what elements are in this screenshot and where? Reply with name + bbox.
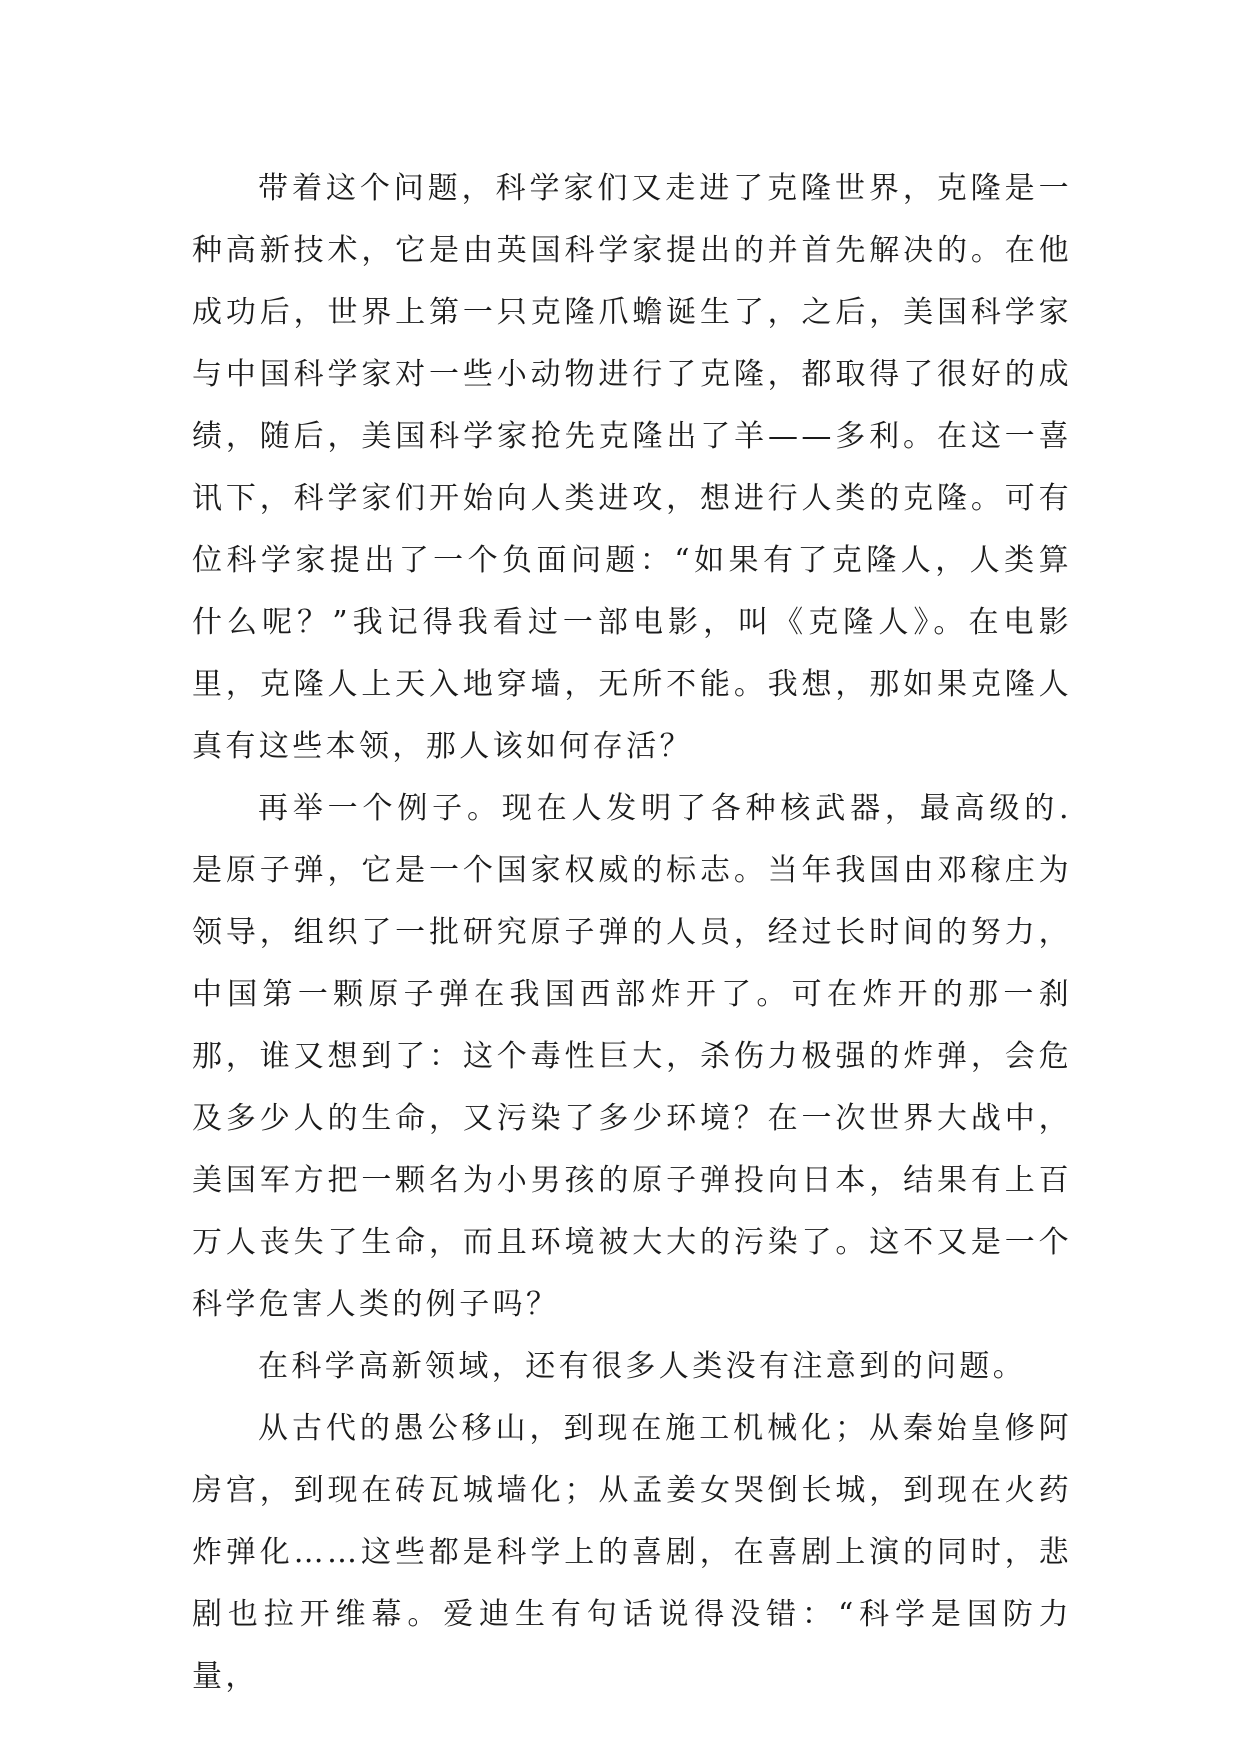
paragraph-cloning: 带着这个问题，科学家们又走进了克隆世界，克隆是一种高新技术，它是由英国科学家提出的并首先解决的。在他成功后，世界上第一只克隆爪蟾诞生了，之后，美国科学家与中国科学家对一些小动物进行了克隆，都取得了很好的成绩，随后，美国科学家抢先克隆出了羊——多利。在这一喜讯下，科学家们开始向人类进攻，想进行人类的克隆。可有位科学家提出了一个负面问题：“如果有了克隆人，人类算什么呢？”我记得我看过一部电影，叫《克隆人》。在电影里，克隆人上天入地穿墙，无所不能。我想，那如果克隆人真有这些本领，那人该如何存活？ [192, 171, 1072, 764]
body-text [192, 158, 1072, 1708]
paragraph-unnoticed-problems: 在科学高新领域，还有很多人类没有注意到的问题。 [258, 1349, 1027, 1384]
paragraph-comedy-tragedy: 从古代的愚公移山，到现在施工机械化；从秦始皇修阿房宫，到现在砖瓦城墙化；从孟姜女哭倒长城，到现在火药炸弹化……这些都是科学上的喜剧，在喜剧上演的同时，悲剧也拉开维幕。爱迪生有句话说得没错：“科学是国防力量， [192, 1411, 1072, 1694]
paragraph-atomic-bomb: 再举一个例子。现在人发明了各种核武器，最高级的.是原子弹，它是一个国家权威的标志。当年我国由邓稼庄为领导，组织了一批研究原子弹的人员，经过长时间的努力，中国第一颗原子弹在我国西部炸开了。可在炸开的那一刹那，谁又想到了：这个毒性巨大，杀伤力极强的炸弹，会危及多少人的生命，又污染了多少环境？在一次世界大战中，美国军方把一颗名为小男孩的原子弹投向日本，结果有上百万人丧失了生命，而且环境被大大的污染了。这不又是一个科学危害人类的例子吗？ [192, 791, 1072, 1322]
